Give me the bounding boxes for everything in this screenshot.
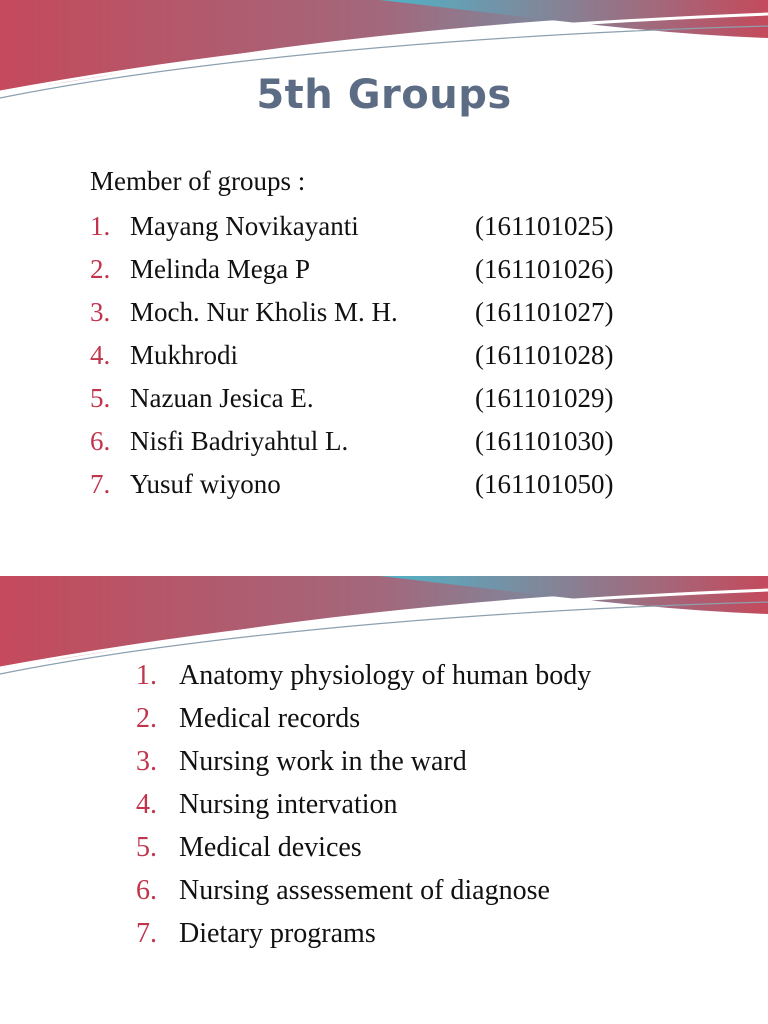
list-number: 2. xyxy=(90,254,111,284)
list-number: 4. xyxy=(136,789,157,820)
slide-title: 5th Groups xyxy=(256,72,512,118)
list-number: 6. xyxy=(136,875,157,906)
list-number: 5. xyxy=(136,832,157,863)
list-number: 1. xyxy=(136,660,157,691)
list-item xyxy=(90,206,613,249)
topic-text: Nursing assessement of diagnose xyxy=(179,875,550,906)
members-list xyxy=(90,206,613,507)
member-name: Nisfi Badriyahtul L. xyxy=(130,426,349,456)
member-id: (161101050) xyxy=(475,469,614,499)
member-id: (161101027) xyxy=(475,297,614,327)
list-item xyxy=(90,378,613,421)
list-number: 7. xyxy=(136,918,157,949)
member-name: Melinda Mega P xyxy=(130,254,310,284)
list-number: 6. xyxy=(90,426,111,456)
list-item xyxy=(90,292,613,335)
member-name: Yusuf wiyono xyxy=(130,469,281,499)
list-item xyxy=(90,421,613,464)
list-item xyxy=(136,828,591,871)
topic-text: Dietary programs xyxy=(179,918,376,949)
list-item xyxy=(90,464,613,507)
topics-list xyxy=(136,656,591,957)
list-item xyxy=(136,914,591,957)
member-name: Mayang Novikayanti xyxy=(130,211,359,241)
list-item xyxy=(136,699,591,742)
list-number: 5. xyxy=(90,383,111,413)
member-id: (161101025) xyxy=(475,211,614,241)
list-item xyxy=(90,335,613,378)
member-name: Mukhrodi xyxy=(130,340,238,370)
members-intro: Member of groups : xyxy=(90,166,306,196)
list-number: 7. xyxy=(90,469,111,499)
member-id: (161101028) xyxy=(475,340,614,370)
member-id: (161101026) xyxy=(475,254,614,284)
member-name: Moch. Nur Kholis M. H. xyxy=(130,297,398,327)
topic-text: Medical devices xyxy=(179,832,362,863)
topic-text: Nursing intervation xyxy=(179,789,398,820)
list-item xyxy=(90,249,613,292)
list-item xyxy=(136,742,591,785)
topic-text: Medical records xyxy=(179,703,361,734)
topic-text: Anatomy physiology of human body xyxy=(179,660,592,691)
list-number: 3. xyxy=(90,297,111,327)
list-number: 3. xyxy=(136,746,157,777)
list-item xyxy=(136,871,591,914)
topic-text: Nursing work in the ward xyxy=(179,746,467,777)
member-id: (161101030) xyxy=(475,426,614,456)
member-name: Nazuan Jesica E. xyxy=(130,383,314,413)
list-number: 1. xyxy=(90,211,111,241)
list-number: 4. xyxy=(90,340,111,370)
member-id: (161101029) xyxy=(475,383,614,413)
list-item xyxy=(136,785,591,828)
list-number: 2. xyxy=(136,703,157,734)
list-item xyxy=(136,656,591,699)
